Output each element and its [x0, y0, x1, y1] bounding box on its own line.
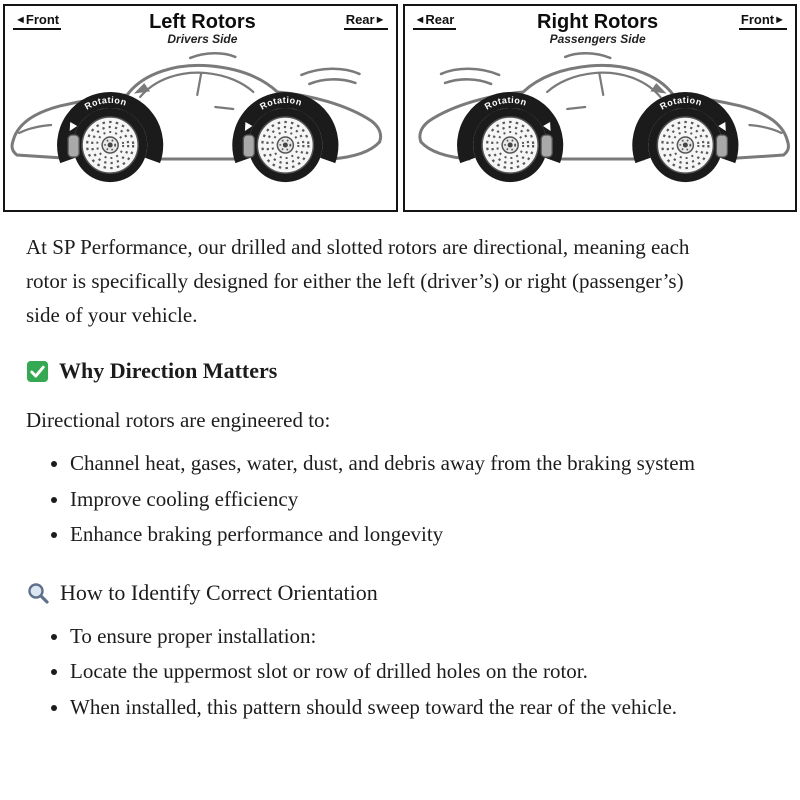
brake-caliper: [68, 135, 79, 157]
panel-subtitle: Passengers Side: [549, 32, 646, 46]
panel-title: Right Rotors: [537, 11, 659, 33]
right-arrow-icon: ►: [774, 14, 785, 26]
list-item: • Enhance braking performance and longevity: [70, 518, 714, 552]
magnifier-icon: [26, 581, 50, 605]
front-direction-label: ◄Front: [13, 12, 61, 30]
check-mark-icon: [26, 360, 49, 383]
intro-paragraph: At SP Performance, our drilled and slotted rotors are directional, meaning each rotor is specifically designed for either the left (driver’s) or right (passenger’s) side of your vehicle.: [26, 235, 690, 328]
brake-caliper: [243, 135, 254, 157]
left-rotors-panel: [3, 4, 398, 212]
brake-caliper: [716, 135, 727, 157]
right-rotors-panel: [403, 4, 798, 212]
right-panel-titles: [537, 12, 658, 46]
left-arrow-icon: ◄: [414, 14, 426, 26]
list-item: • To ensure proper installation:: [70, 620, 714, 654]
section-heading-identify-orientation: [26, 580, 714, 606]
rotor-diagram-row: [0, 0, 800, 214]
heading-text: Why Direction Matters: [59, 358, 278, 384]
rotation-label: Rotation: [82, 94, 129, 112]
article-body: [0, 214, 740, 737]
list-item: • Improve cooling efficiency: [70, 483, 714, 517]
rear-wheel-rotor: [465, 95, 555, 182]
front-wheel-rotor: [640, 95, 730, 182]
rear-wheel-rotor: [240, 95, 330, 182]
panel-title: Left Rotors: [149, 11, 256, 33]
list-item: • Channel heat, gases, water, dust, and debris away from the braking system: [70, 447, 714, 481]
rear-direction-label: Rear►: [344, 12, 388, 30]
right-arrow-icon: ►: [374, 14, 386, 26]
heading-text: How to Identify Correct Orientation: [60, 579, 378, 605]
left-panel-header: [5, 6, 396, 46]
section-heading-why-direction-matters: [26, 358, 714, 384]
benefits-list: [70, 447, 714, 552]
left-panel-titles: [149, 12, 256, 46]
rotation-label: Rotation: [482, 94, 528, 112]
front-direction-label: Front►: [739, 12, 787, 30]
front-wheel-rotor: [65, 95, 155, 182]
panel-subtitle: Drivers Side: [167, 32, 238, 46]
rotation-label: Rotation: [657, 94, 703, 112]
right-panel-header: [405, 6, 796, 46]
rear-direction-label: ◄Rear: [413, 12, 457, 30]
lead-paragraph: Directional rotors are engineered to:: [26, 408, 331, 433]
rotation-label: Rotation: [258, 94, 304, 112]
left-car-illustration: [5, 42, 396, 198]
left-arrow-icon: ◄: [15, 14, 26, 26]
orientation-steps-list: [70, 620, 714, 725]
list-item: • Locate the uppermost slot or row of drilled holes on the rotor.: [70, 655, 714, 689]
brake-caliper: [541, 135, 552, 157]
list-item: • When installed, this pattern should sweep toward the rear of the vehicle.: [70, 691, 714, 725]
right-car-illustration: [405, 42, 796, 198]
